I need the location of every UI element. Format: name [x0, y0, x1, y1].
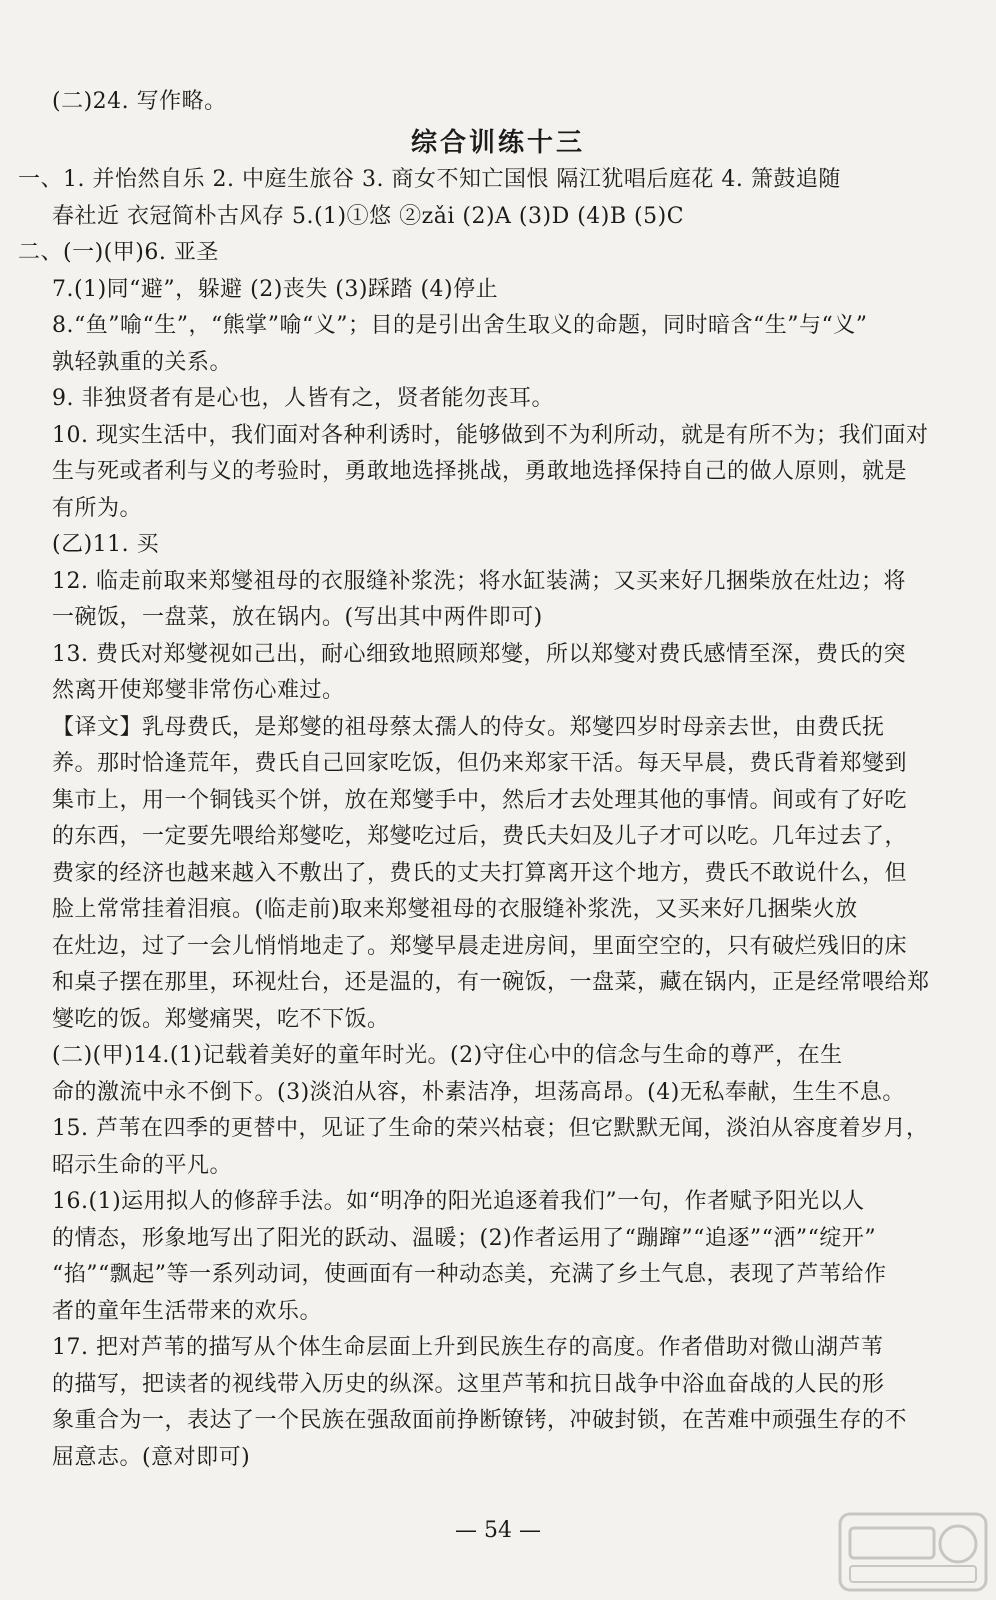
answer-line: “掐”“飘起”等一系列动词，使画面有一种动态美，充满了乡土气息，表现了芦苇给作 [52, 1262, 887, 1287]
answer-line: 然离开使郑燮非常伤心难过。 [52, 678, 345, 703]
answer-line: 10. 现实生活中，我们面对各种利诱时，能够做到不为利所动，就是有所不为；我们面对 [52, 423, 929, 448]
header-line: (二)24. 写作略。 [52, 89, 227, 114]
answer-line: 15. 芦苇在四季的更替中，见证了生命的荣兴枯衰；但它默默无闻，淡泊从容度着岁月， [52, 1116, 929, 1141]
section-title: 综合训练十三 [410, 128, 585, 158]
answer-line: 命的激流中永不倒下。(3)淡泊从容，朴素洁净，坦荡高昂。(4)无私奉献，生生不息。 [52, 1080, 905, 1105]
answer-line: 7.(1)同“避”，躲避 (2)丧失 (3)踩踏 (4)停止 [52, 277, 499, 302]
watermark-logo-icon [838, 1512, 988, 1592]
answer-line: (乙)11. 买 [52, 532, 160, 557]
answer-line: 在灶边，过了一会儿悄悄地走了。郑燮早晨走进房间，里面空空的，只有破烂残旧的床 [52, 934, 908, 959]
answer-line: 昭示生命的平凡。 [52, 1153, 233, 1178]
answer-line: 象重合为一，表达了一个民族在强敌面前挣断镣铐，冲破封锁，在苦难中顽强生存的不 [52, 1408, 908, 1433]
answer-line: 和桌子摆在那里，环视灶台，还是温的，有一碗饭，一盘菜，藏在锅内，正是经常喂给郑 [52, 970, 930, 995]
answer-line: 燮吃的饭。郑燮痛哭，吃不下饭。 [52, 1007, 390, 1032]
answer-line: 一、1. 并怡然自乐 2. 中庭生旅谷 3. 商女不知亡国恨 隔江犹唱后庭花 4. 箫鼓追随 [18, 167, 841, 192]
answer-line: 8.“鱼”喻“生”，“熊掌”喻“义”；目的是引出舍生取义的命题，同时暗含“生”与“义” [52, 313, 868, 338]
answer-line: 有所为。 [52, 496, 143, 521]
answer-line: 春社近 衣冠简朴古风存 5.(1)①悠 ②zǎi (2)A (3)D (4)B (5)C [52, 204, 685, 229]
answer-line: 者的童年生活带来的欢乐。 [52, 1299, 323, 1324]
answer-line: 生与死或者利与义的考验时，勇敢地选择挑战，勇敢地选择保持自己的做人原则，就是 [52, 459, 908, 484]
answer-line: 费家的经济也越来越入不敷出了，费氏的丈夫打算离开这个地方，费氏不敢说什么，但 [52, 861, 908, 886]
answer-line: 17. 把对芦苇的描写从个体生命层面上升到民族生存的高度。作者借助对微山湖芦苇 [52, 1335, 884, 1360]
answer-line: 13. 费氏对郑燮视如己出，耐心细致地照顾郑燮，所以郑燮对费氏感情至深，费氏的突 [52, 642, 906, 667]
answer-line: 16.(1)运用拟人的修辞手法。如“明净的阳光追逐着我们”一句，作者赋予阳光以人 [52, 1189, 865, 1214]
answer-line: 集市上，用一个铜钱买个饼，放在郑燮手中，然后才去处理其他的事情。间或有了好吃 [52, 788, 908, 813]
answer-line: 【译文】乳母费氏，是郑燮的祖母蔡太孺人的侍女。郑燮四岁时母亲去世，由费氏抚 [52, 715, 885, 740]
answer-line: 屈意志。(意对即可) [52, 1445, 251, 1470]
answer-line: 的情态，形象地写出了阳光的跃动、温暖；(2)作者运用了“蹦蹿”“追逐”“洒”“绽开” [52, 1226, 877, 1251]
page-number: — 54 — [455, 1518, 541, 1543]
answer-line: 12. 临走前取来郑燮祖母的衣服缝补浆洗；将水缸装满；又买来好几捆柴放在灶边；将 [52, 569, 906, 594]
answer-line: 脸上常常挂着泪痕。(临走前)取来郑燮祖母的衣服缝补浆洗，又买来好几捆柴火放 [52, 897, 858, 922]
answer-line: (二)(甲)14.(1)记载着美好的童年时光。(2)守住心中的信念与生命的尊严，在生 [52, 1043, 843, 1068]
answer-line: 的东西，一定要先喂给郑燮吃，郑燮吃过后，费氏夫妇及儿子才可以吃。几年过去了， [52, 824, 908, 849]
answer-line: 的描写，把读者的视线带入历史的纵深。这里芦苇和抗日战争中浴血奋战的人民的形 [52, 1372, 885, 1397]
answer-line: 孰轻孰重的关系。 [52, 350, 233, 375]
answer-line: 一碗饭，一盘菜，放在锅内。(写出其中两件即可) [52, 605, 543, 630]
answer-line: 二、(一)(甲)6. 亚圣 [18, 240, 219, 265]
answer-line: 养。那时恰逢荒年，费氏自己回家吃饭，但仍来郑家干活。每天早晨，费氏背着郑燮到 [52, 751, 908, 776]
answer-line: 9. 非独贤者有是心也，人皆有之，贤者能勿丧耳。 [52, 386, 554, 411]
